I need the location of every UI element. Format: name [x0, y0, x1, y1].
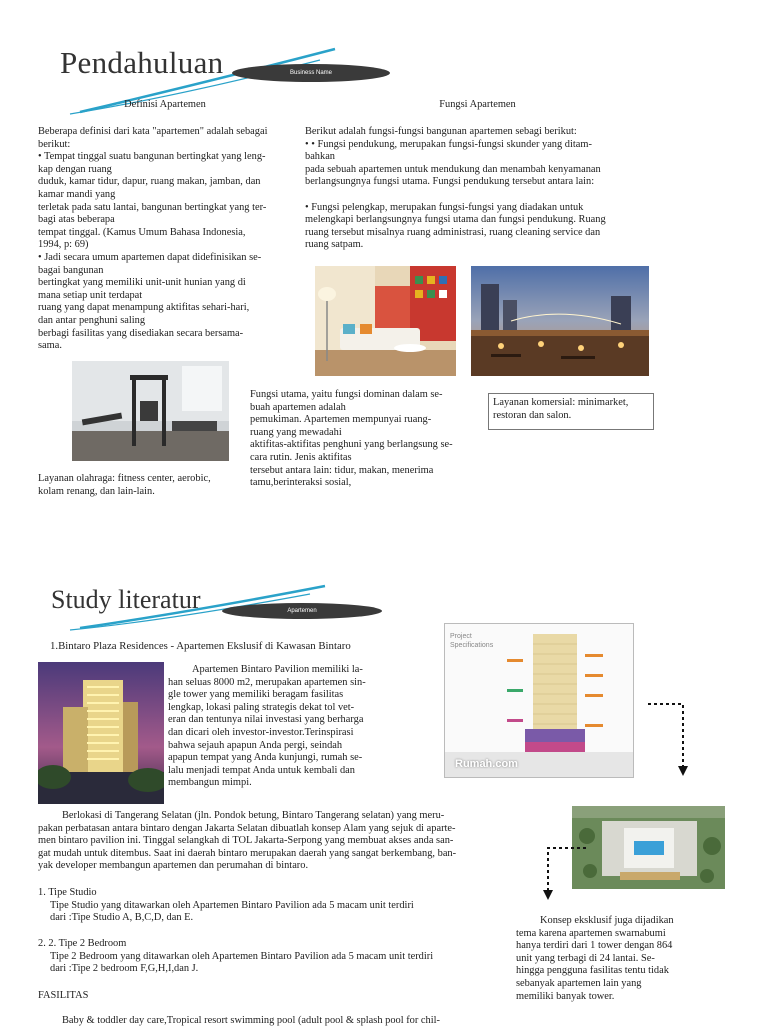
- dotted-arrow-1: [645, 700, 690, 780]
- lokasi-text: Berlokasi di Tangerang Selatan (jln. Pondok betung, Bintaro Tangerang selatan) yang meru- pakan perbatasan antara bintaro dengan Jakarta Selatan dibuatlah konsep Alam yang sejuk di aparte- men bintaro pavilion ini. Tinggal selangkah di TOL Jakarta-Serpong yang membuat akses anda san- gat mudah untuk ditembus. Saat ini daerah bintaro merupakan daerah yang sangat berkembang, ban- yak developer membangun apartemen dan perumahan di bintaro.: [38, 810, 457, 872]
- definisi-heading: Definisi Apartemen: [124, 99, 206, 110]
- business-name-pill: Business Name: [232, 64, 390, 82]
- gym-photo: [72, 361, 229, 461]
- section-title: Study literatur: [51, 585, 201, 614]
- fasilitas-label: FASILITAS: [38, 990, 89, 1001]
- fasilitas-text: Baby & toddler day care,Tropical resort swimming pool (adult pool & splash pool for chil-: [62, 1015, 440, 1026]
- page-title: Pendahuluan: [60, 45, 224, 80]
- tipe-bedroom: 2. 2. Tipe 2 Bedroom Tipe 2 Bedroom yang ditawarkan oleh Apartemen Bintaro Pavilion ada 5 macam unit terdiri dari :Tipe 2 bedroom F,G,H,I,dan J.: [38, 938, 434, 975]
- rooftop-restaurant-photo: [471, 266, 649, 376]
- project-specifications-image: [444, 623, 634, 778]
- study-heading: 1.Bintaro Plaza Residences - Apartemen Ekslusif di Kawasan Bintaro: [50, 640, 351, 652]
- fungsi-utama-text: Fungsi utama, yaitu fungsi dominan dalam se- buah apartemen adalah pemukiman. Apartemen mempunyai ruang- ruang yang mewadahi aktifitas-aktifitas penghuni yang berlangsung se- cara rutin. Jenis aktifitas tersebut antara lain: tidur, makan, menerima tamu,berinteraksi sosial,: [250, 389, 453, 489]
- tipe-studio: 1. Tipe Studio Tipe Studio yang ditawarkan oleh Apartemen Bintaro Pavilion ada 5 macam unit terdiri dari :Tipe Studio A, B,C,D, dan E.: [38, 887, 414, 924]
- gym-caption: Layanan olahraga: fitness center, aerobic, kolam renang, dan lain-lain.: [38, 473, 211, 497]
- spec-watermark: Rumah.com: [455, 758, 518, 770]
- dotted-arrow-2: [538, 842, 588, 904]
- spec-label: Project Specifications: [450, 633, 494, 649]
- site-plan-image: [572, 806, 725, 889]
- fungsi-heading: Fungsi Apartemen: [439, 99, 516, 110]
- fungsi-text: Berikut adalah fungsi-fungsi bangunan apartemen sebagi berikut: • • Fungsi pendukung, merupakan fungsi-fungsi skunder yang ditam- bahkan pada sebuah apartemen untuk mendukung dan menambah kenyamanan berlangsungnya fungsi utama. Fungsi pendukung tersebut antara lain: • Fungsi pelengkap, merupakan fungsi-fungsi yang diadakan untuk melengkapi berlangsungnya fungsi utama dan fungsi pendukung. Ruang ruang tersebut misalnya ruang administrasi, ruang cleaning service dan ruang satpam.: [305, 126, 606, 251]
- konsep-text: Konsep eksklusif juga dijadikan tema karena apartemen swarnabumi hanya terdiri dari 1 tower dengan 864 unit yang terbagi di 24 lantai. Se- hingga pengguna fasilitas tentu tidak sebanyak apartemen lain yang memiliki banyak tower.: [516, 915, 674, 1002]
- bintaro-tower-photo: [38, 662, 164, 804]
- komersial-box: Layanan komersial: minimarket, restoran dan salon.: [488, 393, 654, 430]
- apartemen-pill: Apartemen: [222, 603, 382, 619]
- definisi-text: Beberapa definisi dari kata "apartemen" adalah sebagai berikut: • Tempat tinggal suatu bangunan bertingkat yang leng- kap dengan ruang duduk, kamar tidur, dapur, ruang makan, jamban, dan kamar mandi yang terletak pada satu lantai, bangunan bertingkat yang ter- bagi atas beberapa tempat tinggal. (Kamus Umum Bahasa Indonesia, 1994, p: 69) • Jadi secara umum apartemen dapat didefinisikan se- bagai bangunan bertingkat yang memiliki unit-unit hunian yang di mana setiap unit terdapat ruang yang dapat menampung aktifitas sehari-hari, dan antar penghuni saling berbagi fasilitas yang disediakan secara bersama- sama.: [38, 126, 268, 352]
- living-room-photo: [315, 266, 456, 376]
- bintaro-intro: Apartemen Bintaro Pavilion memiliki la- han seluas 8000 m2, merupakan apartemen sin- gle tower yang memiliki beragam fasilitas lengkap, lokasi paling strategis dekat tol vet- eran dan tentunya nilai investasi yang berharga dan dicari oleh investor-investor.Terinspirasi bahwa sejauh apapun Anda pergi, seindah apapun tempat yang Anda kunjungi, rumah se- lalu menjadi tempat Anda untuk kembali dan membangun mimpi.: [168, 664, 366, 789]
